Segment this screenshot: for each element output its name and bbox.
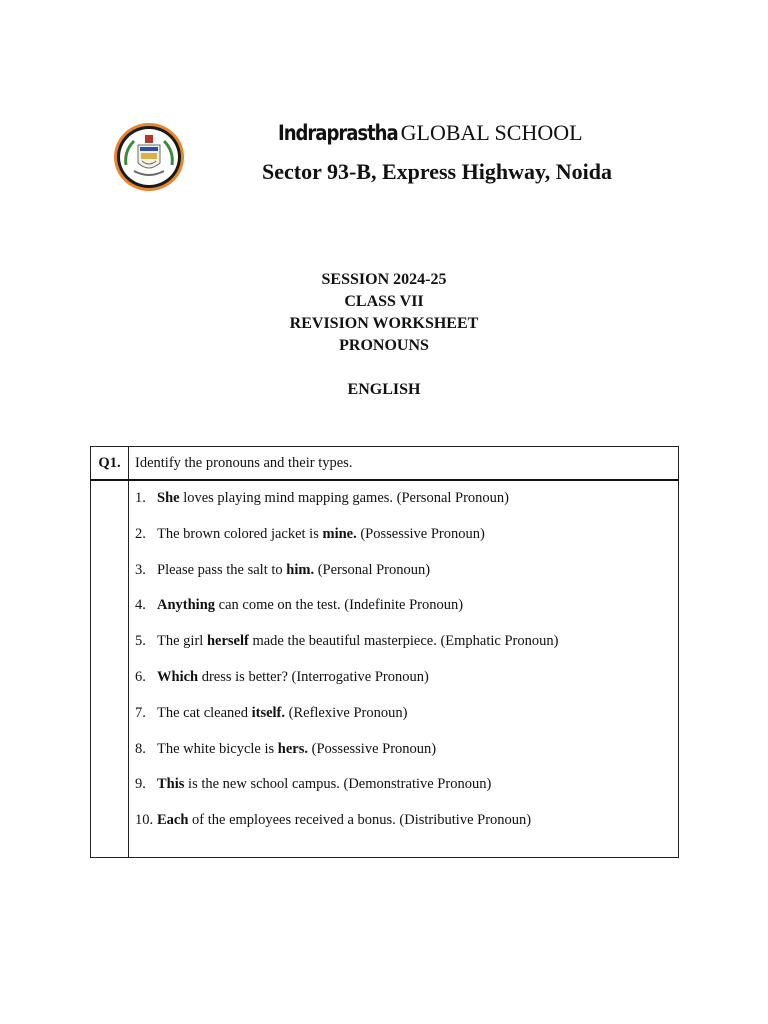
topic-label: PRONOUNS xyxy=(339,337,429,354)
subject-label: ENGLISH xyxy=(347,381,421,398)
answer-item xyxy=(135,664,678,700)
answer-text-before: The cat cleaned xyxy=(157,704,252,721)
answer-item xyxy=(135,557,678,593)
answer-pronoun: herself xyxy=(206,633,249,650)
answer-text-before: Please pass the salt to xyxy=(157,561,287,578)
answer-list xyxy=(129,480,679,857)
answer-text-after: (Personal Pronoun) xyxy=(314,561,431,578)
answer-number: 6. xyxy=(135,668,146,685)
answer-pronoun: him. xyxy=(286,561,315,578)
answer-text-after: (Possessive Pronoun) xyxy=(356,525,485,542)
answer-number: 2. xyxy=(135,525,146,542)
answer-text-after: of the employees received a bonus. (Distributive Pronoun) xyxy=(188,812,532,829)
answer-number: 7. xyxy=(135,704,146,721)
answer-number: 5. xyxy=(135,633,146,650)
answer-text xyxy=(157,521,485,557)
answer-pronoun: Which xyxy=(157,668,199,685)
answer-text xyxy=(157,771,491,807)
school-type: GLOBAL SCHOOL xyxy=(400,120,583,145)
answer-number: 1. xyxy=(135,490,146,506)
answer-text-after: can come on the test. (Indefinite Pronoun) xyxy=(215,597,464,614)
question-prompt: Identify the pronouns and their types. xyxy=(129,447,679,481)
answer-item xyxy=(135,521,678,557)
answer-text xyxy=(157,807,531,843)
answer-item xyxy=(135,736,678,772)
answer-text xyxy=(157,592,463,628)
answer-text-after: (Possessive Pronoun) xyxy=(308,740,437,757)
school-brand: Indraprastha xyxy=(278,121,398,145)
answer-number: 8. xyxy=(135,740,146,757)
answer-text xyxy=(157,485,509,521)
session-label: SESSION 2024-25 xyxy=(321,271,447,288)
answer-text-after: loves playing mind mapping games. (Personal Pronoun) xyxy=(179,490,510,506)
worksheet-title: REVISION WORKSHEET xyxy=(289,315,479,332)
answer-text xyxy=(157,628,558,664)
school-name xyxy=(278,118,658,148)
answer-text-after: made the beautiful masterpiece. (Emphatic Pronoun) xyxy=(248,633,559,650)
school-address: Sector 93-B, Express Highway, Noida xyxy=(262,159,612,184)
answer-pronoun: itself. xyxy=(251,704,286,721)
answer-pronoun: This xyxy=(157,776,185,793)
answer-pronoun: She xyxy=(157,490,180,506)
answer-pronoun: hers. xyxy=(277,740,309,757)
question-table xyxy=(90,446,679,858)
school-crest-icon xyxy=(112,121,186,193)
answer-text-before: The brown colored jacket is xyxy=(157,525,323,542)
answer-text-after: (Reflexive Pronoun) xyxy=(285,704,408,721)
answer-text xyxy=(157,557,430,593)
answer-pronoun: mine. xyxy=(322,525,357,542)
answer-item xyxy=(135,592,678,628)
answer-text-after: dress is better? (Interrogative Pronoun) xyxy=(198,668,429,685)
answer-text xyxy=(157,664,429,700)
answer-text-after: is the new school campus. (Demonstrative Pronoun) xyxy=(184,776,492,793)
class-label: CLASS VII xyxy=(344,293,424,310)
answer-item xyxy=(135,700,678,736)
answer-item xyxy=(135,628,678,664)
answer-text-before: The white bicycle is xyxy=(157,740,278,757)
answer-pronoun: Anything xyxy=(157,597,216,614)
answer-number: 10. xyxy=(135,812,154,829)
answer-text-before: The girl xyxy=(157,633,207,650)
answer-number: 3. xyxy=(135,561,146,578)
worksheet-heading xyxy=(0,269,768,401)
answer-text xyxy=(157,736,436,772)
question-number: Q1. xyxy=(91,447,129,481)
answer-item xyxy=(135,771,678,807)
answer-number: 9. xyxy=(135,776,146,793)
answer-item xyxy=(135,485,678,521)
question-number-spacer xyxy=(91,480,129,857)
answer-pronoun: Each xyxy=(157,812,189,829)
answer-text xyxy=(157,700,407,736)
answer-item xyxy=(135,807,678,843)
answer-number: 4. xyxy=(135,597,146,614)
